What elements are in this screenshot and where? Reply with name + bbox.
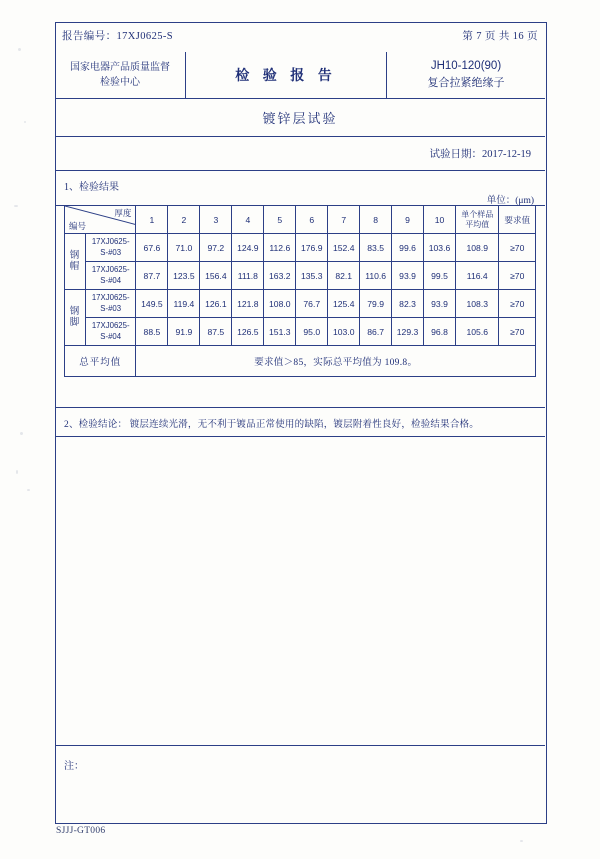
table-header-row (65, 206, 536, 234)
cell-value: 108.0 (264, 290, 296, 318)
table-corner-header (65, 206, 136, 234)
page-header (62, 28, 538, 43)
report-number-label: 报告编号： (62, 31, 117, 42)
cell-value: 86.7 (360, 318, 392, 346)
paper-speck (14, 205, 18, 207)
cell-value: 126.5 (232, 318, 264, 346)
sample-id-line1: 17XJ0625- (91, 321, 130, 331)
cell-value: 151.3 (264, 318, 296, 346)
sample-id-line2: S-#04 (100, 331, 122, 341)
form-code: SJJJ-GT006 (56, 826, 106, 836)
cell-value: 135.3 (296, 262, 328, 290)
cell-value: 99.6 (392, 234, 424, 262)
corner-number-label: 编号 (69, 221, 87, 231)
product-info (387, 52, 545, 98)
paper-speck (18, 48, 21, 51)
paper-speck (520, 840, 523, 842)
col-header-2: 2 (168, 206, 200, 234)
cell-value: 119.4 (168, 290, 200, 318)
col-header-requirement: 要求值 (499, 206, 536, 234)
cell-value: 71.0 (168, 234, 200, 262)
sample-id-line1: 17XJ0625- (91, 293, 130, 303)
section-title: 镀锌层试验 (55, 98, 545, 137)
sample-id (85, 262, 135, 290)
page-number: 第 7 页 共 16 页 (462, 31, 538, 42)
cell-value: 95.0 (296, 318, 328, 346)
cell-value: 99.5 (424, 262, 456, 290)
group-label-steel-pin: 钢脚 (65, 290, 86, 346)
col-header-9: 9 (392, 206, 424, 234)
cell-requirement: ≥70 (499, 262, 536, 290)
cell-value: 152.4 (328, 234, 360, 262)
cell-value: 87.5 (200, 318, 232, 346)
table-row (65, 290, 536, 318)
col-header-4: 4 (232, 206, 264, 234)
cell-value: 126.1 (200, 290, 232, 318)
note-divider (55, 745, 545, 746)
group-label-steel-cap: 钢帽 (65, 234, 86, 290)
cell-value: 79.9 (360, 290, 392, 318)
total-average-label: 总平均值 (65, 346, 136, 377)
note-label: 注： (64, 761, 84, 772)
cell-average: 116.4 (456, 262, 499, 290)
issuing-authority-line1: 国家电器产品质量监督 (70, 62, 170, 73)
cell-value: 110.6 (360, 262, 392, 290)
col-header-5: 5 (264, 206, 296, 234)
cell-value: 88.5 (136, 318, 168, 346)
zinc-coating-table (64, 205, 536, 377)
cell-average: 108.3 (456, 290, 499, 318)
cell-value: 111.8 (232, 262, 264, 290)
cell-value: 67.6 (136, 234, 168, 262)
sample-id-line2: S-#03 (100, 303, 122, 313)
sample-id-line1: 17XJ0625- (91, 237, 130, 247)
title-table (55, 52, 545, 99)
section2-conclusion: 2、检验结论： 镀层连续光滑，无不利于镀品正常使用的缺陷，镀层附着性良好，检验结果合格。 (55, 407, 545, 437)
col-header-8: 8 (360, 206, 392, 234)
sample-id-line1: 17XJ0625- (91, 265, 130, 275)
cell-requirement: ≥70 (499, 234, 536, 262)
product-name: 复合拉紧绝缘子 (427, 77, 505, 90)
cell-average: 108.9 (456, 234, 499, 262)
cell-value: 83.5 (360, 234, 392, 262)
avg-header-line1: 单个样品 (461, 209, 494, 219)
cell-value: 176.9 (296, 234, 328, 262)
results-band (55, 171, 545, 206)
col-header-7: 7 (328, 206, 360, 234)
test-date: 试验日期：2017-12-19 (55, 136, 545, 171)
cell-value: 121.8 (232, 290, 264, 318)
cell-value: 96.8 (424, 318, 456, 346)
cell-value: 124.9 (232, 234, 264, 262)
cell-value: 103.6 (424, 234, 456, 262)
cell-value: 93.9 (392, 262, 424, 290)
cell-value: 97.2 (200, 234, 232, 262)
cell-value: 123.5 (168, 262, 200, 290)
report-number (62, 28, 173, 43)
corner-thickness-label: 厚度 (114, 208, 132, 218)
cell-value: 76.7 (296, 290, 328, 318)
report-number-value: 17XJ0625-S (116, 31, 174, 42)
col-header-1: 1 (136, 206, 168, 234)
sample-id (85, 318, 135, 346)
cell-value: 129.3 (392, 318, 424, 346)
avg-header-line2: 平均值 (465, 219, 490, 229)
cell-value: 112.6 (264, 234, 296, 262)
table-row (65, 318, 536, 346)
sample-id-line2: S-#03 (100, 247, 122, 257)
sample-id (85, 234, 135, 262)
section1-label: 1、检验结果 (64, 182, 119, 193)
cell-value: 87.7 (136, 262, 168, 290)
cell-value: 149.5 (136, 290, 168, 318)
paper-speck (16, 470, 18, 474)
product-model: JH10-120(90) (430, 60, 502, 72)
paper-speck (20, 432, 23, 435)
col-header-6: 6 (296, 206, 328, 234)
col-header-average (456, 206, 499, 234)
document-title: 检 验 报 告 (186, 52, 387, 98)
col-header-10: 10 (424, 206, 456, 234)
sample-id-line2: S-#04 (100, 275, 122, 285)
table-total-row (65, 346, 536, 377)
paper-speck (27, 489, 30, 491)
cell-value: 163.2 (264, 262, 296, 290)
issuing-authority-line2: 检验中心 (100, 77, 140, 88)
cell-average: 105.6 (456, 318, 499, 346)
cell-value: 82.1 (328, 262, 360, 290)
paper-speck (24, 121, 26, 123)
cell-value: 82.3 (392, 290, 424, 318)
unit-label: 单位：(μm) (486, 196, 534, 206)
col-header-3: 3 (200, 206, 232, 234)
cell-value: 93.9 (424, 290, 456, 318)
table-row (65, 234, 536, 262)
table-row (65, 262, 536, 290)
cell-value: 103.0 (328, 318, 360, 346)
cell-value: 156.4 (200, 262, 232, 290)
sample-id (85, 290, 135, 318)
total-average-value: 要求值＞85，实际总平均值为 109.8。 (136, 346, 536, 377)
cell-value: 91.9 (168, 318, 200, 346)
cell-requirement: ≥70 (499, 318, 536, 346)
issuing-authority (55, 52, 186, 98)
cell-requirement: ≥70 (499, 290, 536, 318)
cell-value: 125.4 (328, 290, 360, 318)
